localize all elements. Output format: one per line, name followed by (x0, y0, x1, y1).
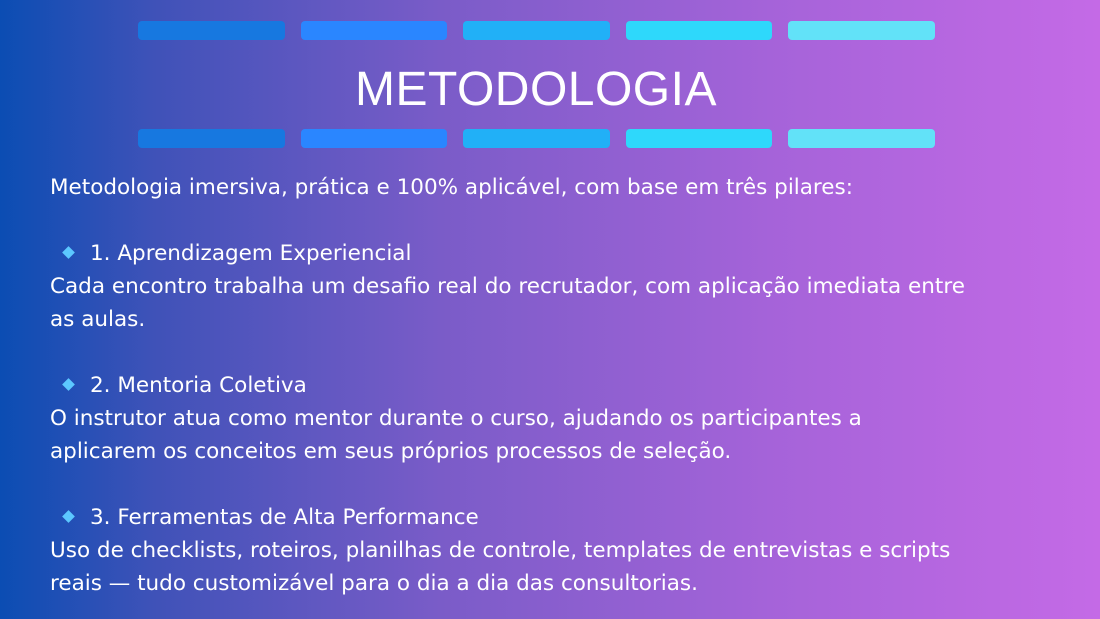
decorative-bars-top (138, 21, 935, 40)
diamond-bullet-icon (62, 246, 75, 259)
decorative-bar (463, 129, 610, 148)
decorative-bar (301, 21, 448, 40)
decorative-bar (463, 21, 610, 40)
pillar-title-1 (64, 237, 411, 270)
decorative-bar (788, 129, 935, 148)
intro-text: Metodologia imersiva, prática e 100% aplicável, com base em três pilares: (50, 175, 853, 200)
pillar-title-text: 3. Ferramentas de Alta Performance (90, 505, 479, 530)
pillar-title-text: 1. Aprendizagem Experiencial (90, 241, 412, 266)
pillar-title-3 (64, 501, 479, 534)
diamond-bullet-icon (62, 378, 75, 391)
slide-title: METODOLOGIA (354, 63, 717, 116)
diamond-bullet-icon (62, 510, 75, 523)
pillar-desc-1-line-1: Cada encontro trabalha um desafio real do recrutador, com aplicação imediata entre (50, 274, 965, 299)
decorative-bar (138, 21, 285, 40)
pillar-desc-2-line-2: aplicarem os conceitos em seus próprios processos de seleção. (50, 439, 732, 464)
decorative-bars-bottom (138, 129, 935, 148)
decorative-bar (626, 129, 773, 148)
pillar-desc-1-line-2: as aulas. (50, 307, 146, 332)
decorative-bar (138, 129, 285, 148)
decorative-bar (788, 21, 935, 40)
pillar-desc-3-line-2: reais — tudo customizável para o dia a dia das consultorias. (50, 571, 698, 596)
pillar-title-2 (64, 369, 307, 402)
pillar-desc-2-line-1: O instrutor atua como mentor durante o curso, ajudando os participantes a (50, 406, 862, 431)
pillar-title-text: 2. Mentoria Coletiva (90, 373, 307, 398)
decorative-bar (301, 129, 448, 148)
decorative-bar (626, 21, 773, 40)
pillar-desc-3-line-1: Uso de checklists, roteiros, planilhas de controle, templates de entrevistas e scripts (50, 538, 951, 563)
